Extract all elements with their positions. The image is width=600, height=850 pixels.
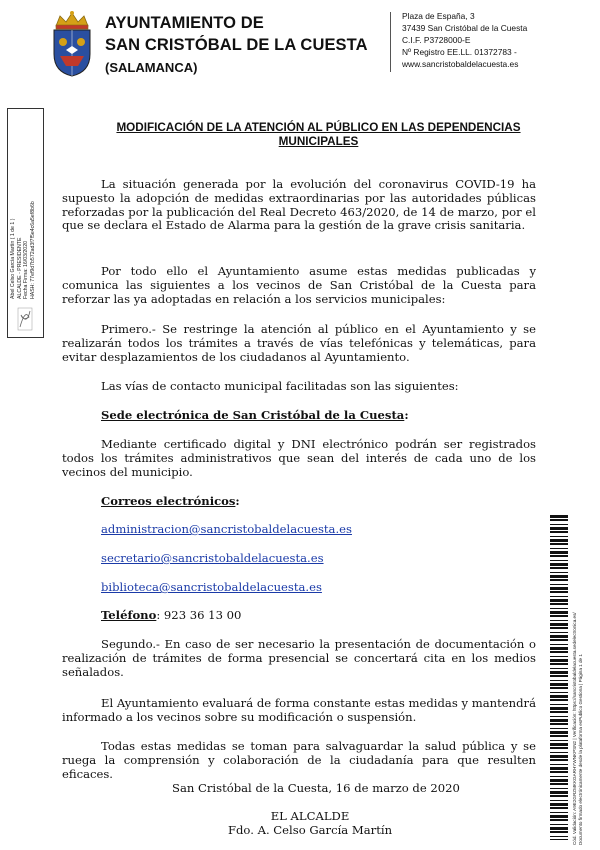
coat-of-arms-icon [48, 10, 96, 78]
paragraph-measures: Por todo ello el Ayuntamiento asume estas medidas publicadas y comunica las siguientes a los vecinos de San Cristóbal de la Cuesta para reforzar las ya adoptadas en relación a los servicios municipales: [62, 264, 536, 306]
barcode-bar [550, 776, 568, 777]
barcode-bar [550, 656, 568, 657]
email-link-secretario[interactable]: secretario@sancristobaldelacuesta.es [101, 551, 324, 565]
validation-strip [572, 520, 594, 850]
barcode-bar [550, 800, 568, 801]
address-line: Plaza de España, 3 [402, 11, 475, 21]
barcode-bar [550, 531, 568, 533]
barcode-bar [550, 543, 568, 545]
phone-line [101, 609, 241, 623]
barcode-bar [550, 783, 568, 785]
barcode-bar [550, 752, 568, 753]
barcode-bar [550, 539, 568, 542]
barcode-bar [550, 536, 568, 537]
document-title: MODIFICACIÓN DE LA ATENCIÓN AL PÚBLICO EN LAS DEPENDENCIAS MUNICIPALES [116, 121, 521, 148]
barcode-bar [550, 779, 568, 782]
paragraph-sede: Mediante certificado digital y DNI electrónico podrán ser registrados todos los trámites administrativos que sean del interés de cada uno de los vecinos del municipio. [62, 437, 536, 479]
barcode-bar [550, 524, 568, 525]
barcode-bar [550, 731, 568, 734]
signature-scribble-icon [17, 307, 33, 331]
paragraph-intro: La situación generada por la evolución del coronavirus COVID-19 ha supuesto la adopción de medidas extraordinarias por las autoridades públicas reforzadas por la publicación del Real Decreto 463/2020, de 14 de marzo, por el que se declara el Estado de Alarma para la gestión de la grave crisis sanitaria. [62, 177, 536, 233]
barcode-bar [550, 719, 568, 722]
barcode-bar [550, 788, 568, 789]
barcode-bar [550, 807, 568, 809]
address-line: C.I.F. P3728000-E [402, 35, 471, 45]
signature-stamp [7, 108, 44, 338]
signer-name: Fdo. A. Celso García Martín [227, 823, 393, 837]
stamp-line: HASH: 77ef9d7b572ad3f7f5e4c6a5ef8b6b [29, 201, 36, 299]
barcode-bar [550, 591, 568, 593]
barcode-bar [550, 791, 568, 794]
barcode-bar [550, 615, 568, 617]
address-line: www.sancristobaldelacuesta.es [402, 59, 519, 69]
barcode-bar [550, 711, 568, 713]
email-link-biblioteca[interactable]: biblioteca@sancristobaldelacuesta.es [101, 580, 322, 594]
barcode-bar [550, 812, 568, 813]
validation-line-2: Documento firmado electrónicamente desde la plataforma esPublico Gestiona | Página 1 de 1 [578, 654, 583, 845]
barcode-bar [550, 687, 568, 689]
correos-heading-colon: : [235, 494, 240, 508]
barcode-bar [550, 603, 568, 605]
barcode-bar [550, 575, 568, 578]
phone-label: Teléfono [101, 608, 157, 622]
barcode-bar [550, 743, 568, 746]
barcode-bar [550, 819, 568, 821]
barcode-bar [550, 587, 568, 590]
barcode-bar [550, 680, 568, 681]
sede-heading-colon: : [404, 408, 409, 422]
barcode-bar [550, 584, 568, 585]
barcode-bar [550, 747, 568, 749]
address-line: 37439 San Cristóbal de la Cuesta [402, 23, 528, 33]
paragraph-contact-intro: Las vías de contacto municipal facilitadas son las siguientes: [101, 379, 459, 393]
barcode-bar [550, 836, 568, 837]
barcode-bar [550, 567, 568, 569]
barcode-bar [550, 803, 568, 806]
barcode-bar [550, 764, 568, 765]
barcode-bar [550, 651, 568, 653]
barcode-bar [550, 548, 568, 549]
barcode-bar [550, 740, 568, 741]
barcode-bar [550, 663, 568, 665]
barcode-bar [550, 620, 568, 621]
date-line: San Cristóbal de la Cuesta, 16 de marzo de 2020 [172, 781, 460, 795]
address-line: Nº Registro EE.LL. 01372783 - [402, 47, 517, 57]
barcode-icon [550, 515, 568, 840]
org-line-3: (SALAMANCA) [105, 60, 198, 75]
barcode-bar [550, 563, 568, 566]
barcode-bar [550, 632, 568, 633]
barcode-bar [550, 611, 568, 614]
barcode-bar [550, 831, 568, 833]
phone-value: : 923 36 13 00 [156, 608, 242, 622]
stamp-line: Fecha Firma: 16/03/2020 [23, 241, 29, 299]
stamp-line: Abel Celso García Martín ( 1 de 1 ) [10, 218, 16, 299]
organization-name [105, 12, 368, 77]
barcode-bar [550, 527, 568, 530]
barcode-bar [550, 635, 568, 638]
barcode-bar [550, 755, 568, 758]
barcode-bar [550, 519, 568, 521]
barcode-bar [550, 551, 568, 554]
barcode-bar [550, 759, 568, 761]
email-link-administracion[interactable]: administracion@sancristobaldelacuesta.es [101, 522, 352, 536]
barcode-bar [550, 707, 568, 710]
paragraph-evaluation: El Ayuntamiento evaluará de forma constante estas medidas y mantendrá informado a los vecinos sobre su modificación o suspensión. [62, 696, 536, 724]
barcode-bar [550, 608, 568, 609]
barcode-bar [550, 692, 568, 693]
barcode-bar [550, 668, 568, 669]
stamp-line: ALCALDE - PRESIDENTE [16, 237, 23, 299]
address-block [402, 10, 527, 70]
barcode-bar [550, 695, 568, 698]
barcode-bar [550, 515, 568, 518]
barcode-bar [550, 596, 568, 597]
correos-heading-text: Correos electrónicos [101, 494, 236, 508]
barcode-bar [550, 704, 568, 705]
barcode-bar [550, 839, 568, 840]
barcode-bar [550, 579, 568, 581]
validation-line-1: Cód. Validación: A9E2GRZMKKGARHYWNKPSN2 | Verificación: https://sancristobaldelacuesta.sedelectronica.es/ [572, 612, 577, 845]
barcode-bar [550, 659, 568, 662]
sede-heading-text: Sede electrónica de San Cristóbal de la Cuesta [101, 408, 405, 422]
barcode-bar [550, 824, 568, 825]
barcode-bar [550, 699, 568, 701]
barcode-bar [550, 827, 568, 830]
barcode-bar [550, 795, 568, 797]
barcode-bar [550, 723, 568, 725]
barcode-bar [550, 771, 568, 773]
barcode-bar [550, 555, 568, 557]
org-line-2: SAN CRISTÓBAL DE LA CUESTA [105, 36, 368, 54]
paragraph-first: Primero.- Se restringe la atención al público en el Ayuntamiento y se realizarán todos los trámites a través de vías telefónicas y telemáticas, para evitar desplazamientos de los ciudadanos al Ayuntamiento. [62, 322, 536, 364]
barcode-bar [550, 572, 568, 573]
header-divider [390, 12, 391, 72]
barcode-bar [550, 728, 568, 729]
signer-title: EL ALCALDE [270, 809, 350, 823]
barcode-bar [550, 671, 568, 674]
sede-heading [101, 409, 409, 423]
barcode-bar [550, 815, 568, 818]
barcode-bar [550, 639, 568, 641]
barcode-bar [550, 716, 568, 717]
barcode-bar [550, 599, 568, 602]
barcode-bar [550, 627, 568, 629]
org-line-1: AYUNTAMIENTO DE [105, 14, 264, 32]
barcode-bar [550, 767, 568, 770]
barcode-bar [550, 560, 568, 561]
paragraph-closing: Todas estas medidas se toman para salvaguardar la salud pública y se ruega la comprensión y colaboración de la ciudadanía para que resulten eficaces. [62, 739, 536, 781]
barcode-bar [550, 644, 568, 645]
barcode-bar [550, 623, 568, 626]
barcode-bar [550, 683, 568, 686]
correos-heading [101, 495, 240, 509]
barcode-bar [550, 647, 568, 650]
barcode-bar [550, 735, 568, 737]
paragraph-second: Segundo.- En caso de ser necesario la presentación de documentación o realización de trámites de forma presencial se concertará cita en los medios señalados. [62, 637, 536, 679]
barcode-bar [550, 675, 568, 677]
